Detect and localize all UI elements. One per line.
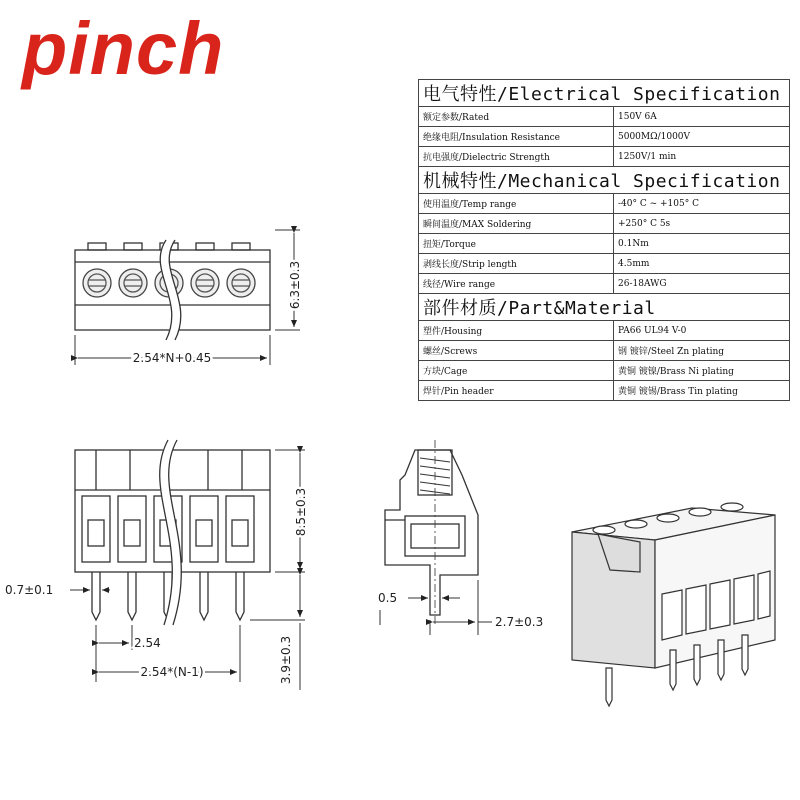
spec-value: 5000MΩ/1000V <box>614 127 790 147</box>
dim-pin-length: 3.9±0.3 <box>279 635 293 685</box>
spec-label: 螺丝/Screws <box>419 341 614 361</box>
spec-value: 150V 6A <box>614 107 790 127</box>
spec-value: -40° C ~ +105° C <box>614 194 790 214</box>
spec-value: PA66 UL94 V-0 <box>614 321 790 341</box>
spec-label: 方块/Cage <box>419 361 614 381</box>
spec-label: 抗电强度/Dielectric Strength <box>419 147 614 167</box>
spec-value: 黄铜 镀锡/Brass Tin plating <box>614 381 790 401</box>
spec-label: 额定参数/Rated <box>419 107 614 127</box>
brand-logo: pinch <box>22 7 225 90</box>
spec-value: 26-18AWG <box>614 274 790 294</box>
section-title: 部件材质/Part&Material <box>419 294 790 321</box>
spec-label: 绝缘电阻/Insulation Resistance <box>419 127 614 147</box>
spec-label: 焊针/Pin header <box>419 381 614 401</box>
spec-value: 0.1Nm <box>614 234 790 254</box>
dim-side-thickness: 0.5 <box>378 591 398 605</box>
dim-top-width: 2.54*N+0.45 <box>132 351 212 365</box>
front-view <box>70 440 305 690</box>
spec-value: +250° C 5s <box>614 214 790 234</box>
spec-label: 塑件/Housing <box>419 321 614 341</box>
section-title: 机械特性/Mechanical Specification <box>419 167 790 194</box>
dim-side-offset: 2.7±0.3 <box>495 615 544 629</box>
section-title: 电气特性/Electrical Specification <box>419 80 790 107</box>
dim-pin-width: 0.7±0.1 <box>5 583 54 597</box>
spec-value: 钢 镀锌/Steel Zn plating <box>614 341 790 361</box>
spec-label: 剥线长度/Strip length <box>419 254 614 274</box>
side-profile <box>385 450 478 615</box>
spec-label: 使用温度/Temp range <box>419 194 614 214</box>
spec-value: 1250V/1 min <box>614 147 790 167</box>
dim-span: 2.54*(N-1) <box>140 665 204 679</box>
spec-label: 扭矩/Torque <box>419 234 614 254</box>
top-view <box>75 230 300 365</box>
spec-label: 瞬间温度/MAX Soldering <box>419 214 614 234</box>
dim-pitch: 2.54 <box>134 636 161 650</box>
dim-top-height: 6.3±0.3 <box>288 260 302 310</box>
spec-value: 4.5mm <box>614 254 790 274</box>
spec-label: 线径/Wire range <box>419 274 614 294</box>
side-view <box>380 440 492 635</box>
dim-front-height: 8.5±0.3 <box>294 487 308 537</box>
spec-value: 黄铜 镀镍/Brass Ni plating <box>614 361 790 381</box>
isometric-view <box>572 503 775 706</box>
